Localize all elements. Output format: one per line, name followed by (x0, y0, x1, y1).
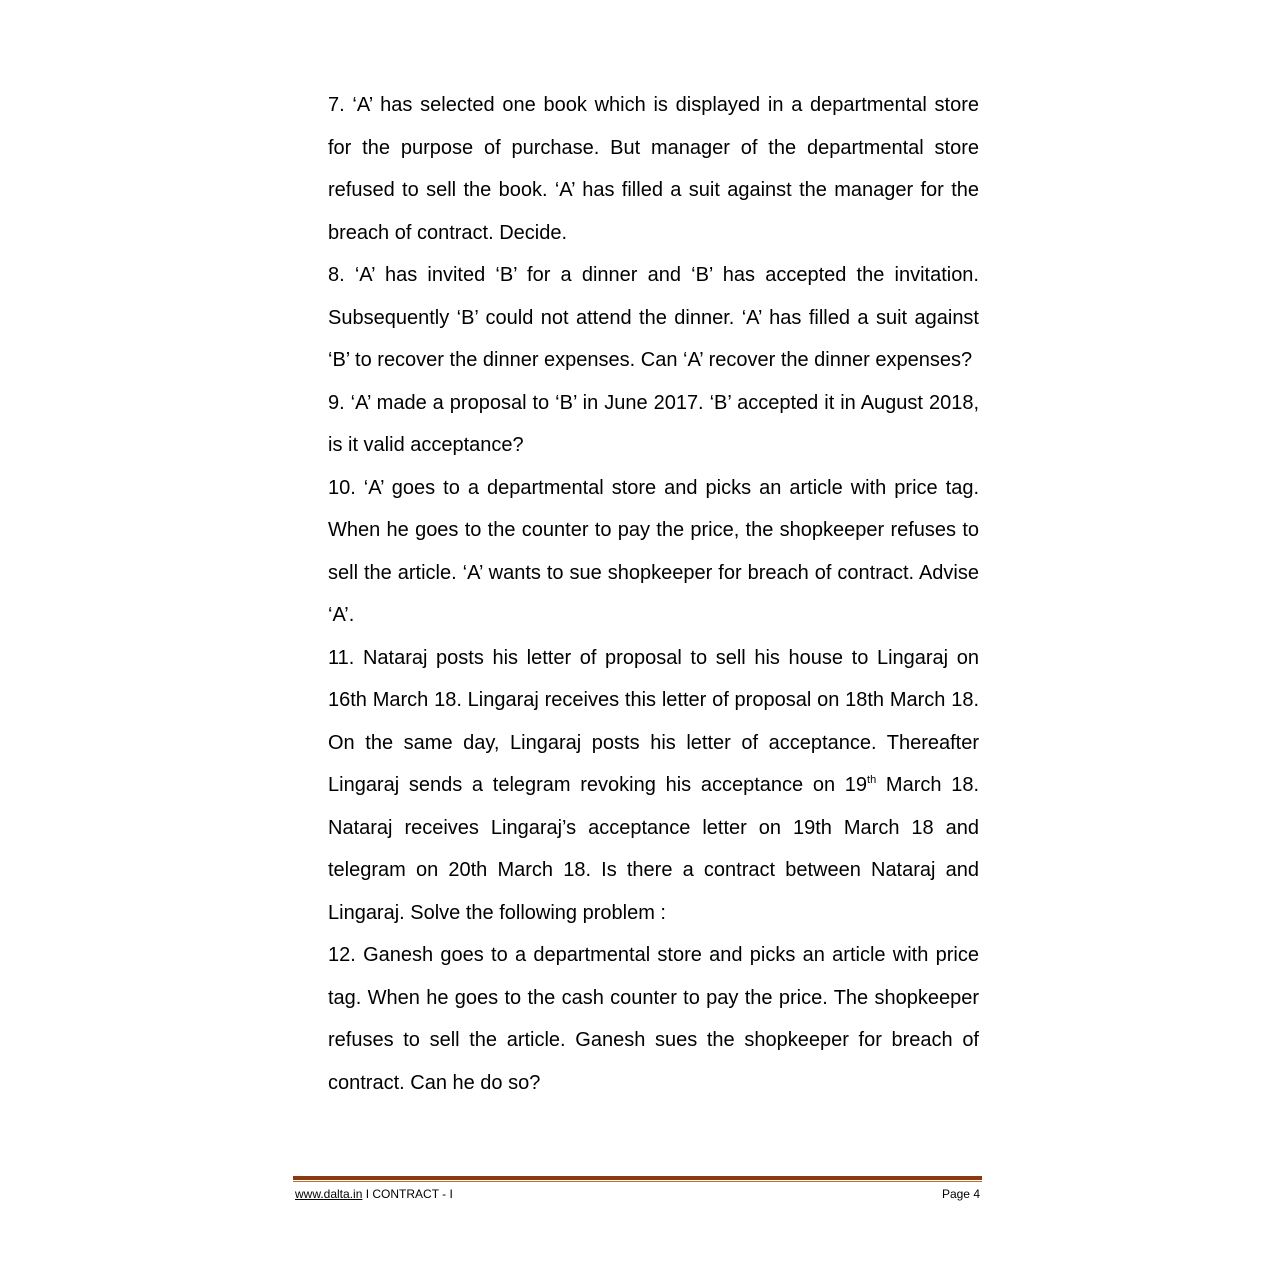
question-9: 9. ‘A’ made a proposal to ‘B’ in June 2017. ‘B’ accepted it in August 2018, is it valid acceptance? (328, 391, 979, 456)
question-7: 7. ‘A’ has selected one book which is displayed in a departmental store for the purpose of purchase. But manager of the departmental store refused to sell the book. ‘A’ has filled a suit against the manager for the breach of contract. Decide. (328, 94, 979, 244)
footer-site-link[interactable]: www.dalta.in (295, 1187, 363, 1201)
question-11 (328, 637, 979, 935)
question-12: 12. Ganesh goes to a departmental store and picks an article with price tag. When he goes to the cash counter to pay the price. The shopkeeper refuses to sell the article. Ganesh sues the shopkeeper for breach of contract. Can he do so? (328, 944, 979, 1094)
document-body (328, 84, 979, 1104)
question-11-text-start: 11. Nataraj posts his letter of proposal to sell his house to Lingaraj on 16th March 18. Lingaraj receives this letter of proposal on 18th March 18. On the same day, Lingaraj posts his letter of acceptance. Thereafter Lingaraj sends a telegram revoking his acceptance on 19 (328, 646, 979, 796)
footer-divider (293, 1176, 982, 1182)
footer-left (295, 1186, 453, 1202)
question-8: 8. ‘A’ has invited ‘B’ for a dinner and ‘B’ has accepted the invitation. Subsequently ‘B’ could not attend the dinner. ‘A’ has filled a suit against ‘B’ to recover the dinner expenses. Can ‘A’ recover the dinner expenses? (328, 264, 979, 371)
question-11-superscript: th (867, 774, 877, 786)
footer-divider-thick (293, 1176, 982, 1180)
question-10: 10. ‘A’ goes to a departmental store and picks an article with price tag. When he goes to the counter to pay the price, the shopkeeper refuses to sell the article. ‘A’ wants to sue shopkeeper for breach of contract. Advise ‘A’. (328, 476, 979, 626)
question-11-text-end: March 18. Nataraj receives Lingaraj’s acceptance letter on 19th March 18 and telegram on 20th March 18. Is there a contract between Nataraj and Lingaraj. Solve the following problem : (328, 774, 980, 924)
footer-page-number: Page 4 (941, 1187, 980, 1201)
footer-course-title: I CONTRACT - I (362, 1187, 453, 1201)
footer-divider-thin (293, 1181, 982, 1182)
